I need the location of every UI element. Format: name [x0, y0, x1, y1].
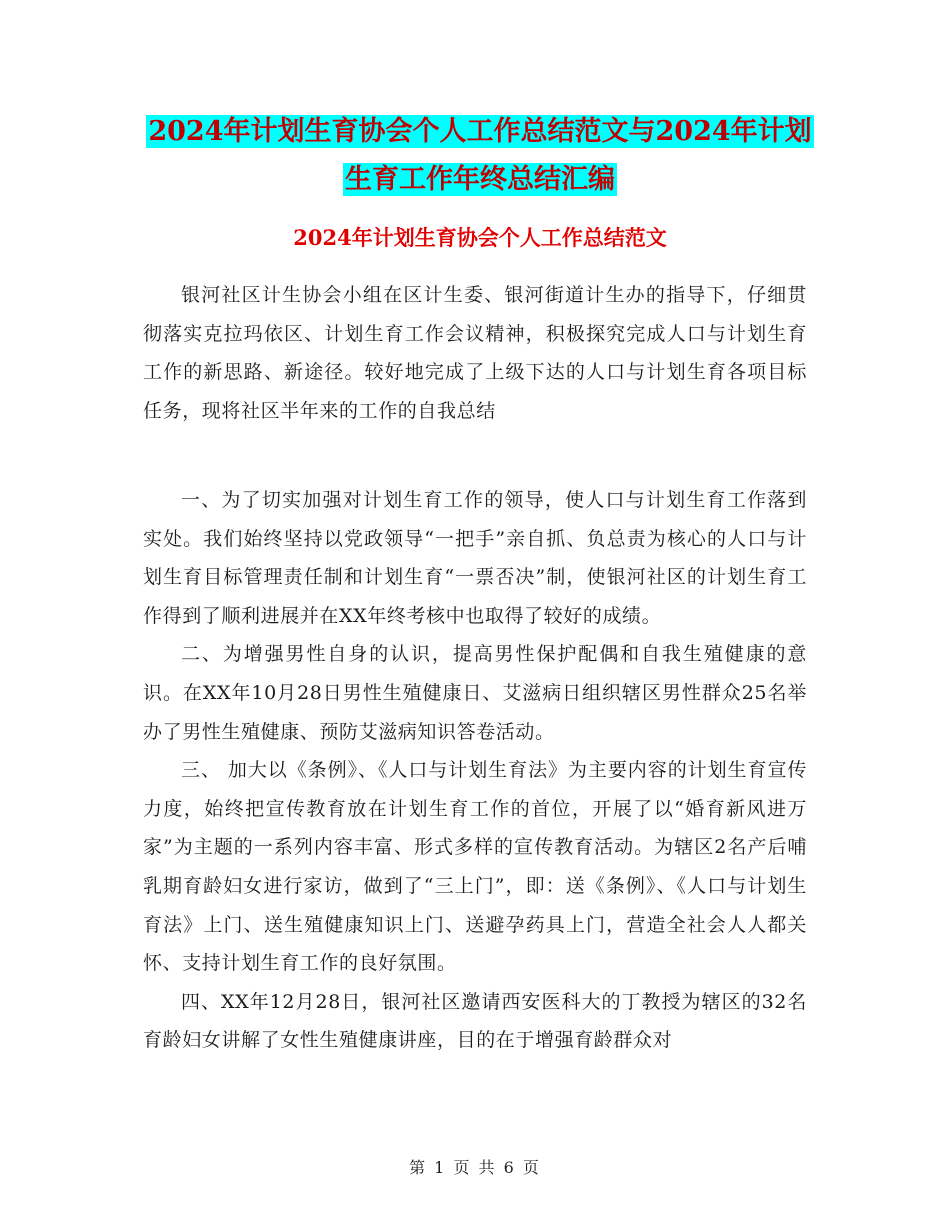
paragraph-four: 四、XX年12月28日，银河社区邀请西安医科大的丁教授为辖区的32名育龄妇女讲解了女性生殖健康讲座，目的在于增强育龄群众对 [143, 990, 807, 1052]
paragraph-intro: 银河社区计生协会小组在区计生委、银河街道计生办的指导下，仔细贯彻落实克拉玛依区、计划生育工作会议精神，积极探究完成人口与计划生育工作的新思路、新途径。较好地完成了上级下达的人口与计划生育各项目标任务，现将社区半年来的工作的自我总结 [143, 284, 807, 422]
document-title-line-2: 生育工作年终总结汇编 [345, 164, 615, 195]
paragraph-one: 一、为了切实加强对计划生育工作的领导，使人口与计划生育工作落到实处。我们始终坚持以党政领导“一把手”亲自抓、负总责为核心的人口与计划生育目标管理责任制和计划生育“一票否决”制，使银河社区的计划生育工作得到了顺利进展并在XX年终考核中也取得了较好的成绩。 [143, 489, 807, 627]
document-title-line-1: 2024年计划生育协会个人工作总结范文与2024年计划 [148, 116, 812, 147]
paragraph-three: 三、 加大以《条例》、《人口与计划生育法》为主要内容的计划生育宣传力度，始终把宣传教育放在计划生育工作的首位，开展了以“婚育新风进万家”为主题的一系列内容丰富、形式多样的宣传教育活动。为辖区2名产后哺乳期育龄妇女进行家访，做到了“三上门”，即：送《条例》、《人口与计划生育法》上门、送生殖健康知识上门、送避孕药具上门，营造全社会人人都关怀、支持计划生育工作的良好氛围。 [143, 759, 807, 975]
body-text-block-1 [143, 276, 807, 430]
document-title [140, 108, 820, 204]
section-title: 2024年计划生育协会个人工作总结范文 [293, 225, 667, 250]
body-text-block-2 [143, 481, 807, 1060]
page-footer: 第 1 页 共 6 页 [409, 1158, 541, 1177]
paragraph-two: 二、为增强男性自身的认识，提高男性保护配偶和自我生殖健康的意识。在XX年10月28日男性生殖健康日、艾滋病日组织辖区男性群众25名举办了男性生殖健康、预防艾滋病知识答卷活动。 [143, 643, 807, 743]
